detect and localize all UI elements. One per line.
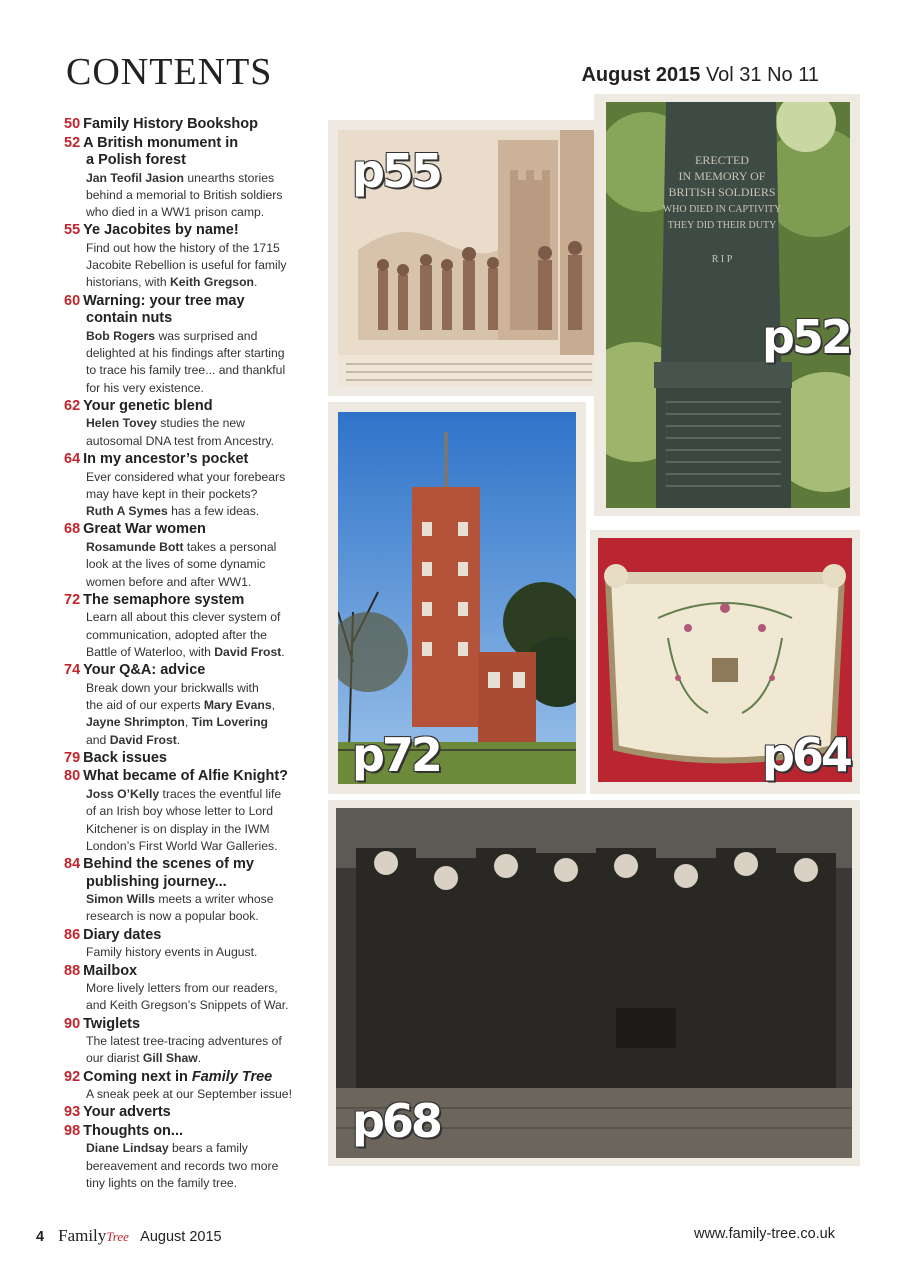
toc-page-number: 62 xyxy=(64,397,81,414)
toc-entry-title: 84 Behind the scenes of my publishing journey... xyxy=(64,856,254,890)
toc-entry-title: 55 Ye Jacobites by name! xyxy=(64,222,239,239)
toc-entry[interactable] xyxy=(64,521,316,590)
toc-entry-title: 72 The semaphore system xyxy=(64,591,245,608)
toc-page-number: 52 xyxy=(64,134,81,151)
toc-entry[interactable] xyxy=(64,856,316,926)
toc-entry-title: 80 What became of Alfie Knight? xyxy=(64,768,289,785)
toc-page-number: 72 xyxy=(64,591,81,608)
toc-entry-title: 86 Diary dates xyxy=(64,926,162,943)
toc-page-number: 86 xyxy=(64,926,81,943)
monument-line-4: WHO DIED IN CAPTIVITY xyxy=(662,204,782,215)
toc-entry-title: 50 Family History Bookshop xyxy=(64,116,258,132)
toc-page-number: 55 xyxy=(64,222,81,239)
toc-entry[interactable] xyxy=(64,768,316,855)
toc-entry[interactable] xyxy=(64,293,316,397)
toc-entry[interactable] xyxy=(64,1069,316,1104)
toc-entry-description: Diane Lindsay bears a family bereavement and records two more tiny lights on the family tree. xyxy=(86,1141,279,1191)
issue-number: No 11 xyxy=(767,64,819,86)
toc-entry-description: Rosamunde Bott takes a personal look at the lives of some dynamic women before and after WW1. xyxy=(86,539,277,589)
toc-entry-description: More lively letters from our readers, and Keith Gregson’s Snippets of War. xyxy=(86,981,289,1013)
toc-entry-description: Jan Teofil Jasion unearths stories behind a memorial to British soldiers who died in a WW1 prison camp. xyxy=(86,170,283,220)
toc-entry[interactable] xyxy=(64,1123,316,1192)
toc-page-number: 68 xyxy=(64,521,81,538)
issue-info xyxy=(581,64,819,87)
monument-line-2: IN MEMORY OF xyxy=(678,169,766,183)
photo-label-p55: p55 xyxy=(352,144,440,198)
photo-label-p64: p64 xyxy=(762,728,850,782)
toc-entry-title: 68 Great War women xyxy=(64,521,206,538)
toc-entry-description: Ever considered what your forebears may have kept in their pockets? Ruth A Symes has a few ideas. xyxy=(86,469,286,519)
toc-page-number: 98 xyxy=(64,1122,81,1139)
toc-entry-title: 52 A British monument in a Polish forest xyxy=(64,134,239,168)
footer xyxy=(36,1226,222,1246)
toc-entry-title: 62 Your genetic blend xyxy=(64,397,213,414)
toc-entry-description: Bob Rogers was surprised and delighted at his findings after starting to trace his family tree... and thankful for his very existence. xyxy=(86,328,286,395)
footer-date: August 2015 xyxy=(140,1229,222,1245)
toc-entry-description: A sneak peek at our September issue! xyxy=(86,1087,292,1102)
table-of-contents xyxy=(64,116,316,1193)
toc-entry-description: Find out how the history of the 1715 Jacobite Rebellion is useful for family historians, with Keith Gregson. xyxy=(86,240,287,290)
toc-entry-title: 79 Back issues xyxy=(64,749,167,766)
toc-entry-title: 93 Your adverts xyxy=(64,1104,171,1121)
toc-page-number: 60 xyxy=(64,292,81,309)
toc-page-number: 92 xyxy=(64,1068,81,1085)
toc-entry-description: The latest tree-tracing adventures of our diarist Gill Shaw. xyxy=(86,1034,282,1066)
monument-photo[interactable] xyxy=(606,102,850,508)
toc-page-number: 79 xyxy=(64,749,81,766)
monument-line-3: BRITISH SOLDIERS xyxy=(668,185,776,199)
monument-line-6: R I P xyxy=(711,254,733,265)
photo-label-p52: p52 xyxy=(762,310,850,364)
page-title: CONTENTS xyxy=(66,51,273,93)
toc-page-number: 84 xyxy=(64,856,81,873)
toc-entry[interactable] xyxy=(64,592,316,661)
toc-entry-title: 88 Mailbox xyxy=(64,962,138,979)
toc-entry-description: Learn all about this clever system of communication, adopted after the Battle of Waterloo, with David Frost. xyxy=(86,610,285,659)
toc-entry[interactable] xyxy=(64,451,316,520)
monument-line-5: THEY DID THEIR DUTY xyxy=(667,220,777,231)
issue-volume: Vol 31 xyxy=(705,64,762,86)
toc-entry[interactable] xyxy=(64,1104,316,1122)
toc-entry-description: Break down your brickwalls with the aid of our experts Mary Evans, Jayne Shrimpton, Tim Lovering and David Frost. xyxy=(86,680,276,747)
page-number: 4 xyxy=(36,1229,45,1245)
photo-label-p72: p72 xyxy=(352,728,440,782)
toc-entry[interactable] xyxy=(64,116,316,134)
toc-entry[interactable] xyxy=(64,1016,316,1068)
toc-entry[interactable] xyxy=(64,222,316,291)
toc-entry-title: 74 Your Q&A: advice xyxy=(64,662,206,679)
toc-entry-title: 98 Thoughts on... xyxy=(64,1122,184,1139)
toc-entry-title: 90 Twiglets xyxy=(64,1015,141,1032)
toc-entry[interactable] xyxy=(64,927,316,962)
photo-collage xyxy=(328,94,860,1166)
toc-entry-description: Joss O’Kelly traces the eventful life of an Irish boy whose letter to Lord Kitchener is on display in the IWM London’s First World War Galleries. xyxy=(86,786,282,853)
toc-entry[interactable] xyxy=(64,662,316,749)
toc-entry-title: 92 Coming next in Family Tree xyxy=(64,1068,273,1085)
toc-page-number: 74 xyxy=(64,662,81,679)
magazine-logo: FamilyTree xyxy=(58,1226,129,1245)
issue-date: August 2015 xyxy=(581,64,701,86)
toc-entry-description: Simon Wills meets a writer whose research is now a popular book. xyxy=(86,892,274,924)
toc-page-number: 80 xyxy=(64,768,81,785)
toc-entry[interactable] xyxy=(64,135,316,222)
photo-label-p68: p68 xyxy=(352,1094,440,1148)
toc-entry[interactable] xyxy=(64,750,316,768)
toc-page-number: 88 xyxy=(64,962,81,979)
toc-page-number: 64 xyxy=(64,451,81,468)
toc-entry-title: 60 Warning: your tree may contain nuts xyxy=(64,292,245,327)
toc-entry-description: Helen Tovey studies the new autosomal DNA test from Ancestry. xyxy=(86,416,275,448)
toc-page-number: 90 xyxy=(64,1015,81,1032)
toc-entry[interactable] xyxy=(64,963,316,1015)
toc-entry-description: Family history events in August. xyxy=(86,945,258,960)
toc-entry[interactable] xyxy=(64,398,316,450)
toc-page-number: 93 xyxy=(64,1104,81,1121)
monument-line-1: ERECTED xyxy=(695,153,749,167)
toc-entry-title: 64 In my ancestor’s pocket xyxy=(64,451,249,468)
website-url[interactable]: www.family-tree.co.uk xyxy=(693,1226,835,1242)
toc-page-number: 50 xyxy=(64,116,81,132)
